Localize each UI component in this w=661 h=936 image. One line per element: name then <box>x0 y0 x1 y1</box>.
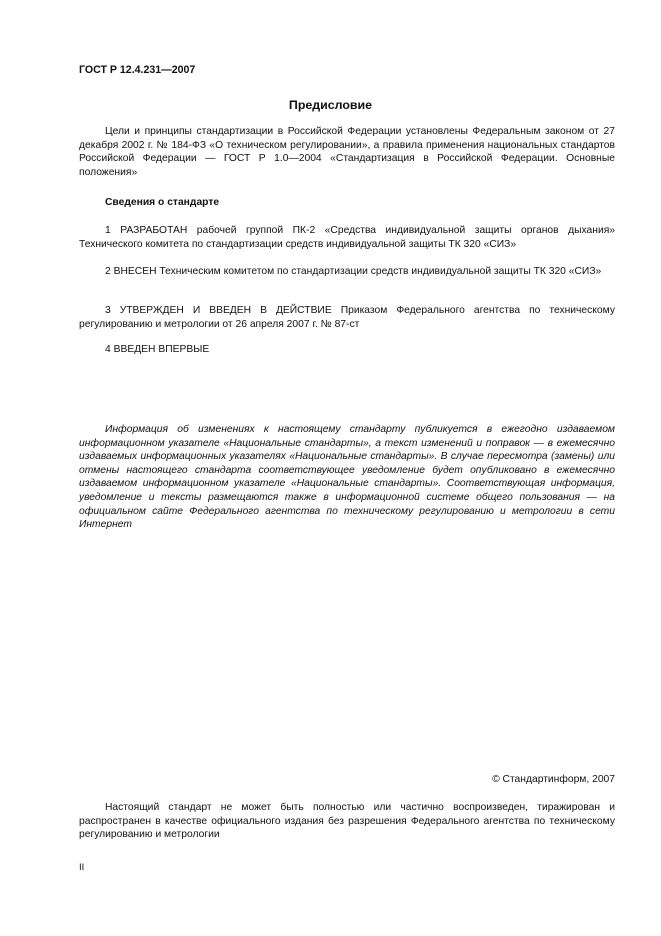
intro-paragraph: Цели и принципы стандартизации в Российской Федерации установлены Федеральным законом от 27 декабря 2002 г. № 184-ФЗ «О техническом регулировании», а правила применения национальных стандартов Российской Федерации — ГОСТ Р 1.0—2004 «Стандартизация в Российской Федерации. Основные положения» <box>79 126 615 178</box>
page-number: II <box>79 862 85 873</box>
reproduction-notice: Настоящий стандарт не может быть полностью или частично воспроизведен, тиражирован и распространен в качестве официального издания без разрешения Федерального агентства по техническому регулированию и метрологии <box>79 802 615 841</box>
copyright: © Стандартинформ, 2007 <box>492 774 615 785</box>
item-approved: 3 УТВЕРЖДЕН И ВВЕДЕН В ДЕЙСТВИЕ Приказом Федерального агентства по техническому регулированию и метрологии от 26 апреля 2007 г. № 87-ст <box>79 305 615 330</box>
change-notice: Информация об изменениях к настоящему стандарту публикуется в ежегодно издаваемом информационном указателе «Национальные стандарты», а текст изменений и поправок — в ежемесячно издаваемых информационных указателях «Национальные стандарты». В случае пересмотра (замены) или отмены настоящего стандарта соответствующее уведомление будет опубликовано в ежемесячно издаваемом информационном указателе «Национальные стандарты». Соответствующая информация, уведомление и тексты размещаются также в информационной системе общего пользования — на официальном сайте Федерального агентства по техническому регулированию и метрологии в сети Интернет <box>79 424 615 531</box>
item-first-introduced: 4 ВВЕДЕН ВПЕРВЫЕ <box>105 344 210 355</box>
document-code: ГОСТ Р 12.4.231—2007 <box>79 64 196 76</box>
page-title: Предисловие <box>288 98 373 112</box>
section-subheading: Сведения о стандарте <box>105 197 220 208</box>
item-developed: 1 РАЗРАБОТАН рабочей группой ПК-2 «Средства индивидуальной защиты органов дыхания» Технического комитета по стандартизации средств индивидуальной защиты ТК 320 «СИЗ» <box>79 225 615 250</box>
item-introduced: 2 ВНЕСЕН Техническим комитетом по стандартизации средств индивидуальной защиты ТК 320 «СИЗ» <box>105 266 602 277</box>
